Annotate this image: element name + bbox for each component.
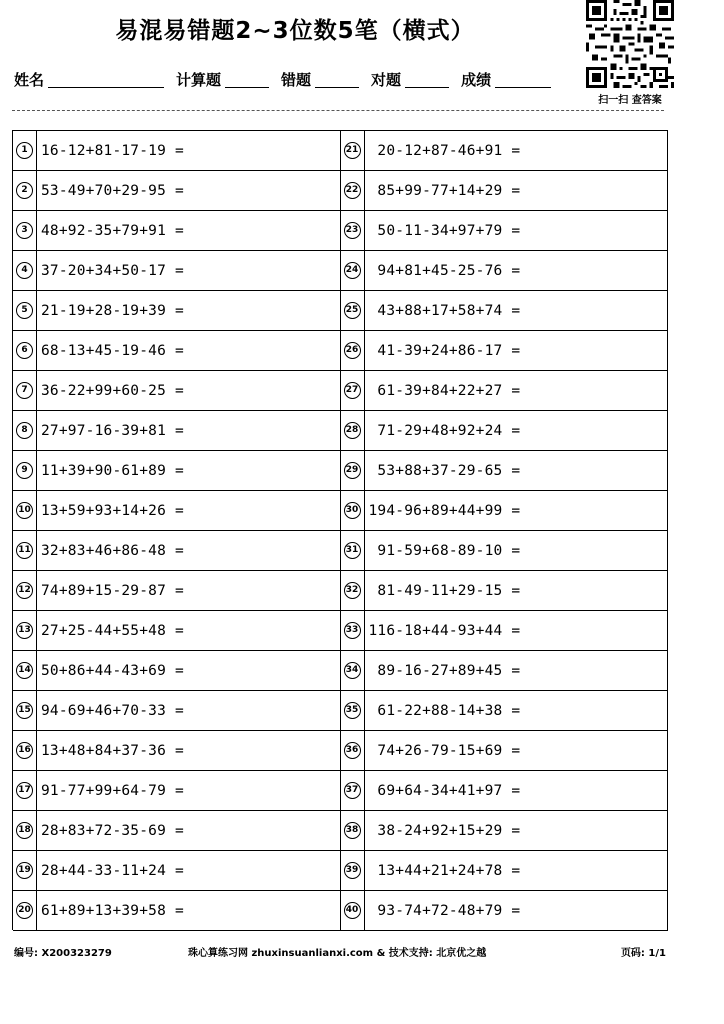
problem-number: 23 bbox=[344, 222, 361, 239]
problem-number: 13 bbox=[16, 622, 33, 639]
problem-number: 26 bbox=[344, 342, 361, 359]
problem-number: 4 bbox=[16, 262, 33, 279]
problem-expression: 68-13+45-19-46 = bbox=[41, 342, 184, 359]
problem-number: 9 bbox=[16, 462, 33, 479]
problem-expression: 20-12+87-46+91 = bbox=[368, 142, 521, 159]
problem-expression: 61-22+88-14+38 = bbox=[368, 702, 521, 719]
problem-number: 14 bbox=[16, 662, 33, 679]
problem-cell bbox=[13, 611, 341, 651]
dashed-divider bbox=[12, 110, 664, 111]
problem-number-box bbox=[13, 691, 37, 730]
problem-expression: 13+59+93+14+26 = bbox=[41, 502, 184, 519]
problem-number: 16 bbox=[16, 742, 33, 759]
problem-cell bbox=[13, 251, 341, 291]
problem-number: 11 bbox=[16, 542, 33, 559]
problem-expression: 71-29+48+92+24 = bbox=[368, 422, 521, 439]
problem-cell bbox=[13, 411, 341, 451]
problem-expression: 74+26-79-15+69 = bbox=[368, 742, 521, 759]
problem-number-box bbox=[341, 851, 365, 890]
name-label: 姓名 bbox=[14, 71, 45, 89]
problem-expression: 32+83+46+86-48 = bbox=[41, 542, 184, 559]
problem-cell bbox=[341, 731, 669, 771]
problem-cell bbox=[13, 571, 341, 611]
problem-expression: 28+44-33-11+24 = bbox=[41, 862, 184, 879]
problem-cell bbox=[13, 851, 341, 891]
problem-expression: 27+25-44+55+48 = bbox=[41, 622, 184, 639]
problem-expression: 41-39+24+86-17 = bbox=[368, 342, 521, 359]
problem-cell bbox=[341, 891, 669, 931]
problem-number: 28 bbox=[344, 422, 361, 439]
problem-number-box bbox=[13, 451, 37, 490]
problem-number-box bbox=[341, 411, 365, 450]
problem-expression: 93-74+72-48+79 = bbox=[368, 902, 521, 919]
problem-expression: 94+81+45-25-76 = bbox=[368, 262, 521, 279]
calc-count-field[interactable] bbox=[225, 69, 269, 88]
worksheet-code: 编号: X200323279 bbox=[14, 948, 112, 959]
problem-number-box bbox=[13, 851, 37, 890]
problem-expression: 61-39+84+22+27 = bbox=[368, 382, 521, 399]
problem-expression: 116-18+44-93+44 = bbox=[368, 622, 521, 639]
problem-cell bbox=[341, 331, 669, 371]
problem-number-box bbox=[13, 251, 37, 290]
problem-number: 15 bbox=[16, 702, 33, 719]
problem-expression: 89-16-27+89+45 = bbox=[368, 662, 521, 679]
problem-number: 7 bbox=[16, 382, 33, 399]
problem-cell bbox=[13, 371, 341, 411]
problem-expression: 36-22+99+60-25 = bbox=[41, 382, 184, 399]
score-field[interactable] bbox=[495, 69, 551, 88]
score-label: 成绩 bbox=[461, 71, 492, 89]
problem-number: 31 bbox=[344, 542, 361, 559]
problem-number: 38 bbox=[344, 822, 361, 839]
problem-expression: 91-77+99+64-79 = bbox=[41, 782, 184, 799]
problem-number-box bbox=[341, 771, 365, 810]
problem-number-box bbox=[341, 451, 365, 490]
problem-cell bbox=[13, 731, 341, 771]
problem-number: 32 bbox=[344, 582, 361, 599]
problem-number: 24 bbox=[344, 262, 361, 279]
problem-number-box bbox=[341, 611, 365, 650]
problem-expression: 94-69+46+70-33 = bbox=[41, 702, 184, 719]
problem-number-box bbox=[13, 211, 37, 250]
problem-cell bbox=[341, 651, 669, 691]
problem-number-box bbox=[13, 371, 37, 410]
right-count-field[interactable] bbox=[405, 69, 449, 88]
problem-cell bbox=[341, 411, 669, 451]
problem-expression: 69+64-34+41+97 = bbox=[368, 782, 521, 799]
problem-number: 1 bbox=[16, 142, 33, 159]
problem-cell bbox=[13, 491, 341, 531]
problem-number-box bbox=[341, 691, 365, 730]
problem-number: 12 bbox=[16, 582, 33, 599]
problem-number: 19 bbox=[16, 862, 33, 879]
problem-cell bbox=[341, 451, 669, 491]
problem-number-box bbox=[13, 731, 37, 770]
problem-number-box bbox=[13, 771, 37, 810]
name-field[interactable] bbox=[48, 69, 164, 88]
problem-cell bbox=[13, 331, 341, 371]
page-title: 易混易错题2~3位数5笔（横式） bbox=[115, 18, 475, 44]
problem-cell bbox=[13, 891, 341, 931]
problem-number: 6 bbox=[16, 342, 33, 359]
problem-number-box bbox=[13, 171, 37, 210]
problem-number: 21 bbox=[344, 142, 361, 159]
problem-expression: 37-20+34+50-17 = bbox=[41, 262, 184, 279]
problem-expression: 53+88+37-29-65 = bbox=[368, 462, 521, 479]
problem-expression: 50-11-34+97+79 = bbox=[368, 222, 521, 239]
problem-expression: 194-96+89+44+99 = bbox=[368, 502, 521, 519]
wrong-count-label: 错题 bbox=[281, 71, 312, 89]
problem-number-box bbox=[13, 811, 37, 850]
problem-number: 37 bbox=[344, 782, 361, 799]
problem-expression: 21-19+28-19+39 = bbox=[41, 302, 184, 319]
problem-number: 10 bbox=[16, 502, 33, 519]
right-count-label: 对题 bbox=[371, 71, 402, 89]
problem-number: 35 bbox=[344, 702, 361, 719]
problem-cell bbox=[13, 211, 341, 251]
calc-count-label: 计算题 bbox=[176, 71, 222, 89]
problem-number: 29 bbox=[344, 462, 361, 479]
problem-number: 27 bbox=[344, 382, 361, 399]
problem-cell bbox=[341, 211, 669, 251]
problem-expression: 61+89+13+39+58 = bbox=[41, 902, 184, 919]
problem-cell bbox=[341, 691, 669, 731]
problem-cell bbox=[341, 571, 669, 611]
problem-cell bbox=[13, 451, 341, 491]
problem-number-box bbox=[13, 131, 37, 170]
problem-expression: 74+89+15-29-87 = bbox=[41, 582, 184, 599]
problem-number: 18 bbox=[16, 822, 33, 839]
problem-number-box bbox=[341, 251, 365, 290]
problem-number-box bbox=[341, 891, 365, 930]
problem-number: 3 bbox=[16, 222, 33, 239]
problem-number: 34 bbox=[344, 662, 361, 679]
problem-number: 8 bbox=[16, 422, 33, 439]
problem-cell bbox=[341, 491, 669, 531]
problem-expression: 16-12+81-17-19 = bbox=[41, 142, 184, 159]
problem-number: 39 bbox=[344, 862, 361, 879]
problem-cell bbox=[341, 811, 669, 851]
problem-cell bbox=[341, 851, 669, 891]
problem-cell bbox=[13, 131, 341, 171]
problem-number-box bbox=[341, 491, 365, 530]
problem-cell bbox=[341, 171, 669, 211]
problem-expression: 13+44+21+24+78 = bbox=[368, 862, 521, 879]
problem-cell bbox=[341, 531, 669, 571]
problem-cell bbox=[341, 611, 669, 651]
problem-number-box bbox=[13, 331, 37, 370]
problem-cell bbox=[13, 171, 341, 211]
problem-number-box bbox=[341, 131, 365, 170]
problem-number: 20 bbox=[16, 902, 33, 919]
problem-number-box bbox=[13, 411, 37, 450]
problem-number: 2 bbox=[16, 182, 33, 199]
problem-number-box bbox=[341, 531, 365, 570]
problem-number: 25 bbox=[344, 302, 361, 319]
problem-expression: 38-24+92+15+29 = bbox=[368, 822, 521, 839]
qr-caption: 扫一扫 查答案 bbox=[598, 95, 662, 106]
problem-number-box bbox=[341, 211, 365, 250]
problem-expression: 11+39+90-61+89 = bbox=[41, 462, 184, 479]
problem-number-box bbox=[13, 491, 37, 530]
problem-cell bbox=[13, 811, 341, 851]
problem-expression: 43+88+17+58+74 = bbox=[368, 302, 521, 319]
problem-expression: 28+83+72-35-69 = bbox=[41, 822, 184, 839]
problem-number-box bbox=[341, 811, 365, 850]
wrong-count-field[interactable] bbox=[315, 69, 359, 88]
problem-number-box bbox=[13, 891, 37, 930]
problem-number: 17 bbox=[16, 782, 33, 799]
problem-expression: 91-59+68-89-10 = bbox=[368, 542, 521, 559]
problem-cell bbox=[341, 371, 669, 411]
problem-expression: 27+97-16-39+81 = bbox=[41, 422, 184, 439]
problem-cell bbox=[13, 531, 341, 571]
problem-cell bbox=[13, 771, 341, 811]
problem-number-box bbox=[13, 571, 37, 610]
problem-cell bbox=[13, 691, 341, 731]
problem-expression: 81-49-11+29-15 = bbox=[368, 582, 521, 599]
problem-expression: 85+99-77+14+29 = bbox=[368, 182, 521, 199]
problem-expression: 48+92-35+79+91 = bbox=[41, 222, 184, 239]
problem-grid bbox=[12, 130, 668, 930]
problem-cell bbox=[341, 251, 669, 291]
problem-expression: 50+86+44-43+69 = bbox=[41, 662, 184, 679]
problem-number: 33 bbox=[344, 622, 361, 639]
qr-code[interactable] bbox=[586, 0, 674, 88]
problem-number-box bbox=[341, 571, 365, 610]
problem-number-box bbox=[13, 531, 37, 570]
page-number: 页码: 1/1 bbox=[620, 948, 666, 959]
problem-expression: 53-49+70+29-95 = bbox=[41, 182, 184, 199]
problem-number-box bbox=[341, 731, 365, 770]
student-info-row bbox=[14, 64, 580, 90]
site-credit: 珠心算练习网 zhuxinsuanlianxi.com & 技术支持: 北京优之越 bbox=[188, 948, 487, 959]
problem-number-box bbox=[341, 171, 365, 210]
problem-number-box bbox=[13, 611, 37, 650]
problem-number-box bbox=[341, 331, 365, 370]
problem-number: 40 bbox=[344, 902, 361, 919]
problem-number: 22 bbox=[344, 182, 361, 199]
problem-cell bbox=[13, 651, 341, 691]
problem-number-box bbox=[341, 371, 365, 410]
problem-number-box bbox=[341, 651, 365, 690]
problem-number: 36 bbox=[344, 742, 361, 759]
problem-number: 5 bbox=[16, 302, 33, 319]
problem-number-box bbox=[341, 291, 365, 330]
problem-cell bbox=[13, 291, 341, 331]
problem-expression: 13+48+84+37-36 = bbox=[41, 742, 184, 759]
problem-number-box bbox=[13, 651, 37, 690]
problem-cell bbox=[341, 771, 669, 811]
problem-cell bbox=[341, 131, 669, 171]
problem-number-box bbox=[13, 291, 37, 330]
problem-number: 30 bbox=[344, 502, 361, 519]
problem-cell bbox=[341, 291, 669, 331]
